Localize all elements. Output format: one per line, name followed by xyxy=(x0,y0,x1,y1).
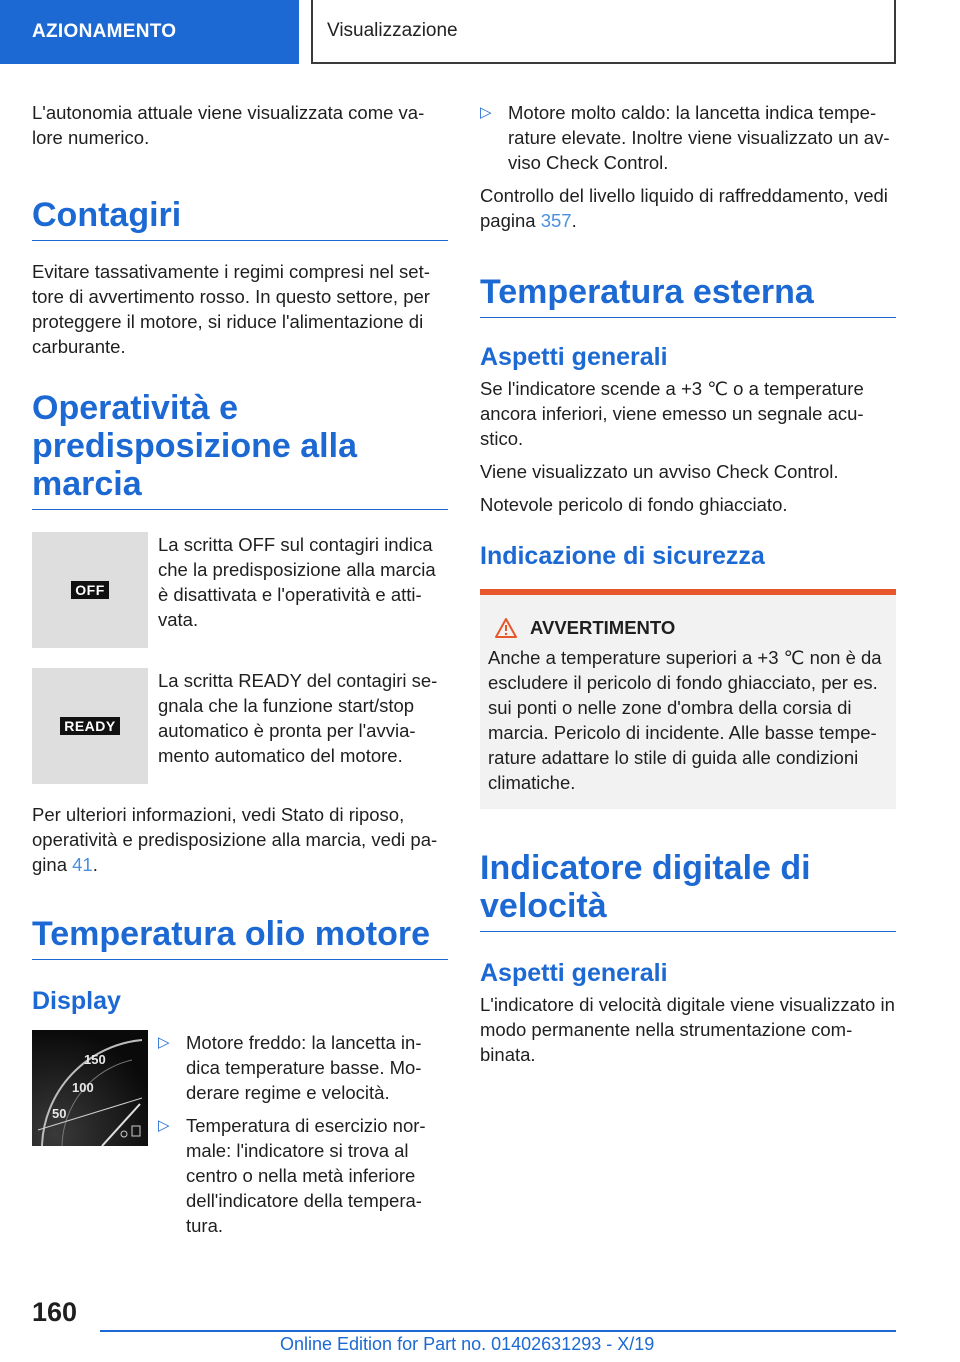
triangle-right-icon: ▷ xyxy=(158,1117,170,1134)
page-link-41[interactable]: 41 xyxy=(72,854,93,875)
right-column xyxy=(480,100,896,1075)
bullet-text-normal: Temperatura di esercizio nor-male: l'indicatore si trova al centro o nella metà inferiore dell'indicatore della tempera-tura. xyxy=(186,1115,426,1236)
list-item xyxy=(480,100,896,175)
coolant-suffix: . xyxy=(571,210,577,231)
esterna-paragraph-2: Viene visualizzato un avviso Check Control. xyxy=(480,461,839,482)
warning-header xyxy=(488,617,888,639)
gauge-row xyxy=(32,1030,448,1246)
heading-display: Display xyxy=(32,987,121,1015)
bullet-text-hot: Motore molto caldo: la lancetta indica tempe-rature elevate. Inoltre viene visualizzato un av-viso Check Control. xyxy=(508,102,890,173)
gauge-bullets xyxy=(158,1030,448,1246)
coolant-paragraph xyxy=(480,183,896,233)
gauge-dial-icon xyxy=(32,1030,148,1146)
off-text: La scritta OFF sul contagiri indica che la predisposizione alla marcia è disattivata e l'operatività e atti-vata. xyxy=(158,534,436,630)
list-item xyxy=(158,1113,448,1238)
left-column xyxy=(32,100,448,1246)
section-tab xyxy=(0,0,299,64)
warning-box xyxy=(480,589,896,809)
gauge-label-50: 50 xyxy=(52,1106,67,1121)
ready-badge: READY xyxy=(60,717,120,735)
heading-contagiri: Contagiri xyxy=(32,196,448,241)
more-info-suffix: . xyxy=(92,854,98,875)
section-label: AZIONAMENTO xyxy=(32,21,177,42)
warning-triangle-icon xyxy=(494,617,518,639)
heading-temperatura-esterna: Temperatura esterna xyxy=(480,273,896,318)
off-badge: OFF xyxy=(71,581,109,599)
heading-olio: Temperatura olio motore xyxy=(32,915,448,960)
coolant-text: Controllo del livello liquido di raffreddamento, vedi pagina xyxy=(480,185,888,231)
heading-operativita: Operatività e predisposizione alla marcia xyxy=(32,389,448,510)
page-number: 160 xyxy=(32,1297,78,1327)
off-image xyxy=(32,532,148,648)
heading-indicatore-velocita: Indicatore digitale di velocità xyxy=(480,849,896,932)
footer-edition: Online Edition for Part no. 01402631293 - X/19 xyxy=(280,1334,655,1354)
off-row xyxy=(32,532,448,648)
heading-aspetti-generali-2: Aspetti generali xyxy=(480,959,668,987)
heading-aspetti-generali: Aspetti generali xyxy=(480,343,668,371)
ready-text: La scritta READY del contagiri se-gnala che la funzione start/stop automatico è pronta per l'avvia-mento automatico del motore. xyxy=(158,670,438,766)
triangle-right-icon: ▷ xyxy=(480,104,492,121)
ready-row xyxy=(32,668,448,784)
page-link-357[interactable]: 357 xyxy=(540,210,572,231)
footer-divider xyxy=(100,1330,896,1332)
page-title: Visualizzazione xyxy=(327,20,458,41)
warning-text: Anche a temperature superiori a +3 ℃ non è da escludere il pericolo di fondo ghiacciato, per es. sui ponti o nelle zone d'ombra della corsia di marcia. Pericolo di incidente. Alle basse tempe-rature adattare lo stile di guida alle condizioni climatiche. xyxy=(488,647,882,793)
temperature-gauge-image xyxy=(32,1030,148,1146)
heading-sicurezza: Indicazione di sicurezza xyxy=(480,542,765,570)
more-info-paragraph xyxy=(32,802,448,877)
bullet-text-cold: Motore freddo: la lancetta in-dica temperature basse. Mo-derare regime e velocità. xyxy=(186,1032,422,1103)
intro-paragraph: L'autonomia attuale viene visualizzata come va-lore numerico. xyxy=(32,102,425,148)
more-info-text: Per ulteriori informazioni, vedi Stato di riposo, operatività e predisposizione alla marcia, vedi pa-gina xyxy=(32,804,438,875)
gauge-label-150: 150 xyxy=(84,1052,106,1067)
esterna-paragraph-3: Notevole pericolo di fondo ghiacciato. xyxy=(480,494,788,515)
contagiri-paragraph: Evitare tassativamente i regimi compresi nel set-tore di avvertimento rosso. In questo settore, per proteggere il motore, si riduce l'alimentazione di carburante. xyxy=(32,261,430,357)
gauge-label-100: 100 xyxy=(72,1080,94,1095)
ready-image xyxy=(32,668,148,784)
esterna-paragraph-1: Se l'indicatore scende a +3 ℃ o a temperature ancora inferiori, viene emesso un segnale acu-stico. xyxy=(480,378,864,449)
triangle-right-icon: ▷ xyxy=(158,1034,170,1051)
list-item xyxy=(158,1030,448,1105)
hot-bullet-list xyxy=(480,100,896,175)
velocita-paragraph: L'indicatore di velocità digitale viene visualizzato in modo permanente nella strumentazione com-binata. xyxy=(480,994,895,1065)
warning-label: AVVERTIMENTO xyxy=(530,617,676,638)
page-header xyxy=(311,0,896,64)
